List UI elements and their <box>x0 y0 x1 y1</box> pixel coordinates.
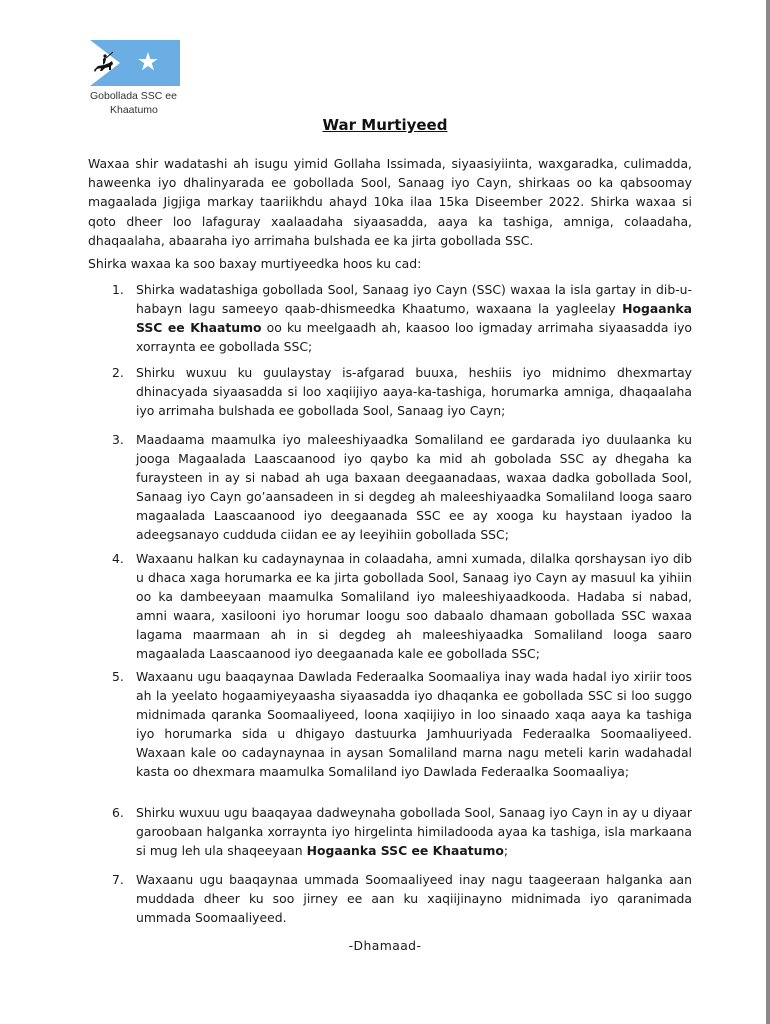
ssc-khaatumo-logo <box>90 40 182 117</box>
item-number: 3. <box>112 432 124 447</box>
item-number: 1. <box>112 282 124 297</box>
intro-paragraph: Waxaa shir wadatashi ah isugu yimid Gollaha Issimada, siyaasiyiinta, waxgaradka, culimadda, haweenka iyo dhalinyarada ee gobollada Sool, Sanaag iyo Cayn, shirkaas oo ka qabsoomay magaalada Jigjiga markay taariikhdu ahayd 10ka ilaa 15ka Diseember 2022. Shirka waxaa si qoto dheer loo lafaguray xaalaadaha siyaasadda, aaya ka tashiga, amniga, colaadaha, dhaqaalaha, abaaraha iyo arrimaha bulshada ee ka jirta gobollada SSC. <box>88 156 692 248</box>
item-text: Maadaama maamulka iyo maleeshiyaadka Somaliland ee gardarada iyo duulaanka ku jooga Magaalada Laascaanood iyo qaybo ka mid ah gobolada SSC ay dhegaha ka furaysteen in ay si nabad ah uga baxaan deegaanadaas, waxaa dadka gobollada Sool, Sanaag iyo Cayn go’aansadeen in si degdeg ah maleeshiyaadka Somaliland looga saaro magaalada Laascaanood iyo deegaanada SSC ee ay xooga ku haystaan iyadoo la adeegsanayo cudduda ciidan ee ay leeyihiin gobollada SSC; <box>136 432 692 542</box>
bold-phrase: Hogaanka SSC ee Khaatumo <box>306 843 504 858</box>
item-number: 2. <box>112 365 124 380</box>
item-text: Shirku wuxuu ugu baaqayaa dadweynaha gobollada Sool, Sanaag iyo Cayn in ay u diyaar garoobaan halganka xorraynta iyo hirgelinta himiladooda ayaa ka tashiga, isla markaana si mug leh ula shaqeeyaan Hogaanka SSC ee Khaatumo; <box>136 805 692 858</box>
resolution-item-4 <box>112 549 692 663</box>
resolution-item-5 <box>112 667 692 781</box>
resolution-item-7 <box>112 870 692 927</box>
resolution-item-3 <box>112 430 692 544</box>
logo-caption <box>90 89 182 117</box>
item-text: Shirku wuxuu ku guulaystay is-afgarad buuxa, heshiis iyo midnimo dhexmartay dhinacyada siyaasadda si loo xaqiijiyo aaya-ka-tashiga, horumarka amniga, dhaqaalaha iyo arrimaha bulshada ee gobollada Sool, Sanaag iyo Cayn; <box>136 365 692 418</box>
resolution-item-1 <box>112 280 692 356</box>
item-text: Waxaanu halkan ku cadaynaynaa in colaadaha, amni xumada, dilalka qorshaysan iyo dib u dhaca xaga horumarka ee ka jirta gobollada Sool, Sanaag iyo Cayn ay masuul ka yihiin oo ka dambeeyaan maamulka Somaliland iyo maleeshiyaadkooda. Hadaba si nabad, amni waara, xasilooni iyo horumar loogu soo dabaalo dhamaan gobollada SSC waxaa lagama maarmaan ah in si degdeg ah maleeshiyaadka Somaliland looga saaro magaalada Laascaanood iyo deegaanada kale ee gobollada SSC; <box>136 551 692 661</box>
item-text: Shirka wadatashiga gobollada Sool, Sanaag iyo Cayn (SSC) waxaa la isla gartay in dib-u-habayn lagu sameeyo qaab-dhismeedka Khaatumo, waxaana la yagleelay Hogaanka SSC ee Khaatumo oo ku meelgaadh ah, kaasoo loo igmaday arrimaha siyaasadda iyo xorraynta ee gobollada SSC; <box>136 282 692 354</box>
bold-phrase: Hogaanka SSC ee Khaatumo <box>136 301 692 335</box>
item-text: Waxaanu ugu baaqaynaa ummada Soomaaliyeed inay nagu taageeraan halganka aan muddada dheer ku soo jirney ee aan ku xaqiijinayno midnimada iyo qaranimada ummada Soomaaliyeed. <box>136 872 692 925</box>
logo-caption-line2: Khaatumo <box>110 104 158 116</box>
item-number: 5. <box>112 669 124 684</box>
logo-caption-line1: Gobollada SSC ee <box>90 90 177 102</box>
document-title: War Murtiyeed <box>322 116 448 134</box>
lead-sentence: Shirka waxaa ka soo baxay murtiyeedka hoos ku cad: <box>88 256 422 271</box>
item-number: 6. <box>112 805 124 820</box>
item-text: Waxaanu ugu baaqaynaa Dawlada Federaalka Soomaaliya inay wada hadal iyo xiriir toos ah la yeelato hogaamiyeyaasha siyaasadda iyo dhaqanka ee gobollada SSC si loo suggo midnimada qaranka Soomaaliyeed, loona xaqiijiyo in loo sinaado xaqa aaya ka tashiga iyo horumarka sida u dhigayo dastuurka Jamhuuriyada Federaalka Soomaaliyeed. Waxaan kale oo cadaynaynaa in aysan Somaliland marna nagu meteli karin wadahadal kasta oo dhexmara maamulka Somaliland iyo Dawlada Federaalka Soomaaliya; <box>136 669 692 779</box>
resolution-item-6 <box>112 803 692 860</box>
flag-with-rider-and-star-icon <box>90 40 180 86</box>
item-number: 7. <box>112 872 124 887</box>
item-number: 4. <box>112 551 124 566</box>
resolution-item-2 <box>112 363 692 420</box>
page-edge <box>766 0 770 1024</box>
document-end-marker: -Dhamaad- <box>348 938 422 953</box>
